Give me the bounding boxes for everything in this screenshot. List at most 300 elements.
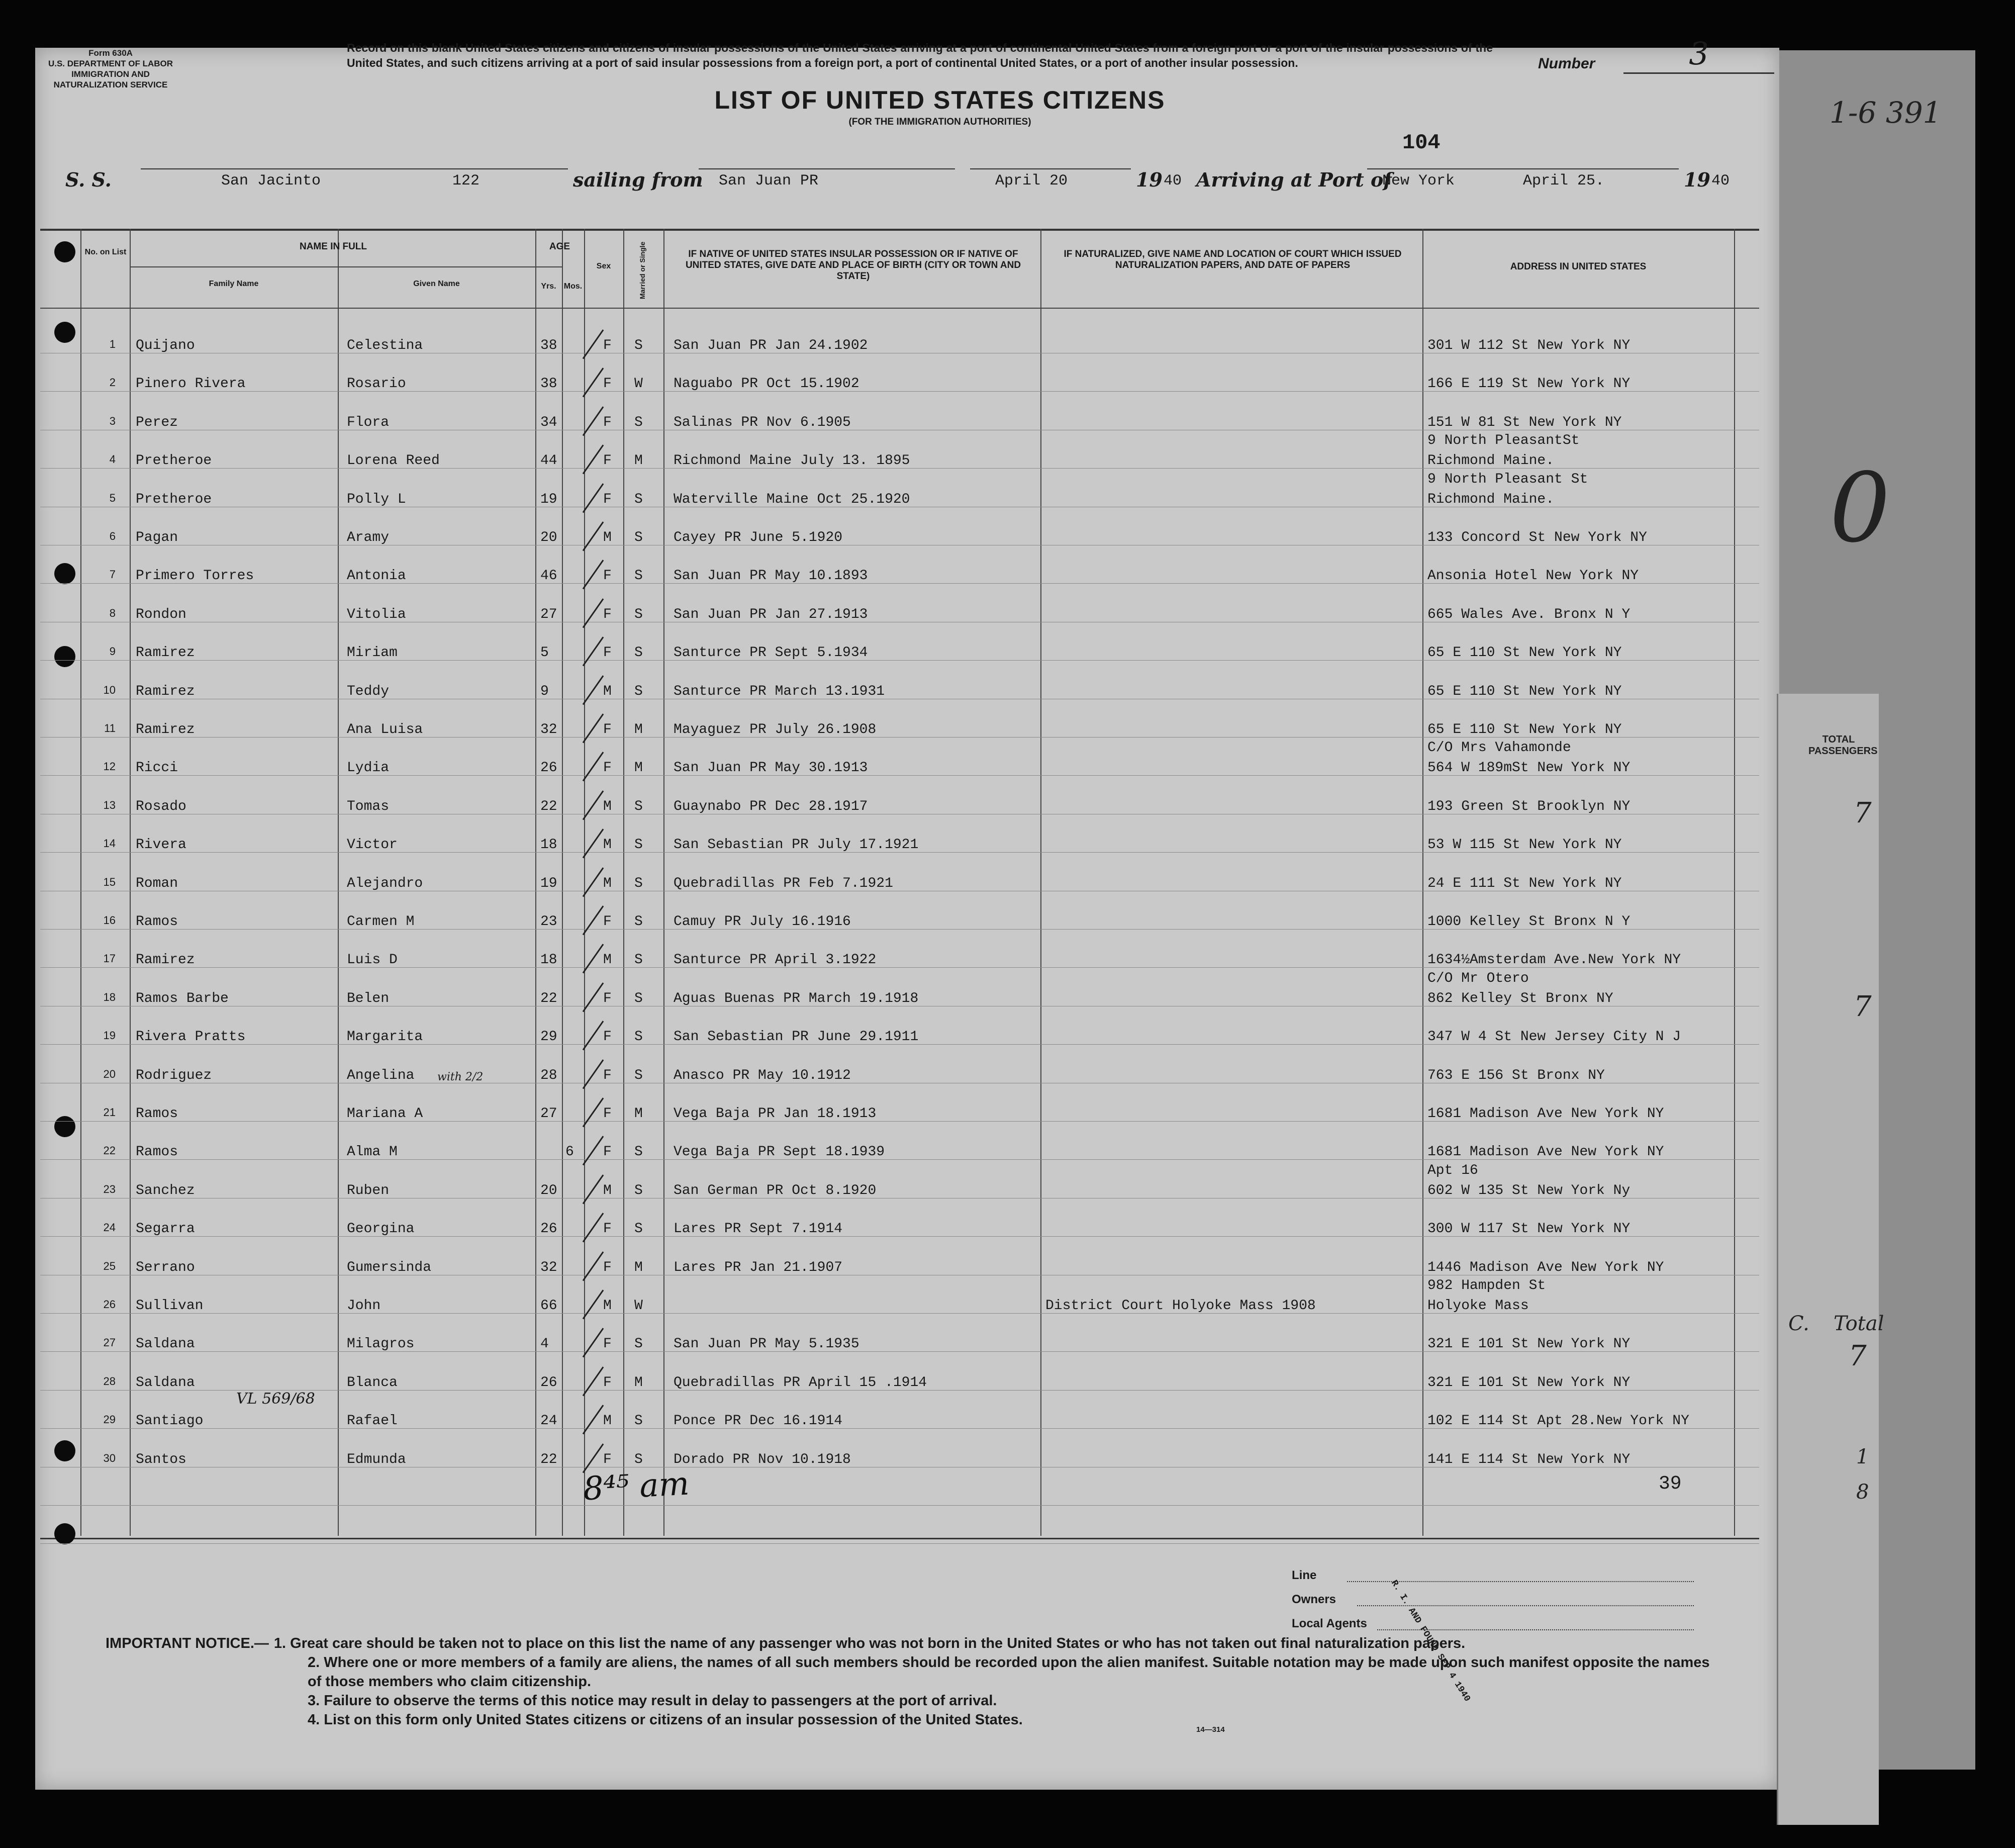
total-value-1: 7 [1849, 1340, 1867, 1372]
age-years: 23 [540, 914, 557, 930]
sex: M [603, 1413, 612, 1429]
col-header-age: AGE [549, 241, 570, 252]
given-name: Edmunda [347, 1451, 406, 1467]
age-years: 5 [540, 645, 549, 661]
marital-status: S [634, 606, 643, 622]
table-row [0, 1413, 1759, 1443]
col-header-yrs: Yrs. [541, 282, 556, 291]
year-prefix: 19 [1136, 168, 1163, 191]
row-number: 15 [103, 875, 116, 888]
voyage-line [65, 168, 1730, 199]
age-years: 9 [540, 683, 549, 699]
birth-place-date: Waterville Maine Oct 25.1920 [674, 491, 910, 507]
age-years: 18 [540, 952, 557, 968]
age-years: 38 [540, 338, 557, 353]
table-row [0, 530, 1759, 560]
age-years: 29 [540, 1029, 557, 1045]
address: 65 E 110 St New York NY [1427, 683, 1622, 699]
address: 300 W 117 St New York NY [1427, 1221, 1630, 1237]
address: 193 Green St Brooklyn NY [1427, 798, 1630, 814]
address: 133 Concord St New York NY [1427, 530, 1647, 545]
family-name: Pretheroe [136, 453, 212, 469]
given-name: Rafael [347, 1413, 398, 1429]
birth-place-date: Guaynabo PR Dec 28.1917 [674, 798, 868, 814]
family-name: Sanchez [136, 1182, 195, 1198]
marital-status: S [634, 1182, 643, 1198]
birth-place-date: Anasco PR May 10.1912 [674, 1067, 851, 1083]
table-row [0, 876, 1759, 906]
birth-place-date: San Juan PR Jan 24.1902 [674, 338, 868, 353]
notice-item: 1. Great care should be taken not to place on this list the name of any passenger who was not born in the United States or who has not taken out final naturalization papers. [273, 1635, 1466, 1651]
address-line-2: Apt 16 [1427, 1162, 1478, 1178]
address-line-2: 9 North PleasantSt [1427, 433, 1580, 449]
birth-place-date: San Juan PR May 5.1935 [674, 1336, 859, 1352]
age-years: 27 [540, 1106, 557, 1122]
marital-status: S [634, 1221, 643, 1237]
sex: F [603, 568, 612, 584]
age-years: 22 [540, 1451, 557, 1467]
table-row [0, 1068, 1759, 1098]
address: 763 E 156 St Bronx NY [1427, 1067, 1605, 1083]
col-header-name-in-full: NAME IN FULL [299, 241, 367, 252]
table-row [0, 338, 1759, 368]
row-number: 2 [109, 376, 116, 389]
side-zero-mark: 0 [1830, 452, 1890, 564]
notice-item: 3. Failure to observe the terms of this notice may result in delay to passengers at the port of arrival. [308, 1693, 997, 1709]
sex: F [603, 760, 612, 776]
birth-place-date: Vega Baja PR Jan 18.1913 [674, 1106, 877, 1122]
number-label: Number [1538, 55, 1595, 72]
family-name: Ramos [136, 914, 178, 930]
punch-hole [54, 241, 75, 262]
age-years: 19 [540, 875, 557, 891]
family-name: Roman [136, 875, 178, 891]
address: 862 Kelley St Bronx NY [1427, 990, 1613, 1006]
age-years: 24 [540, 1413, 557, 1429]
address: 347 W 4 St New Jersey City N J [1427, 1029, 1681, 1045]
family-name: Ramirez [136, 645, 195, 661]
sex: M [603, 1182, 612, 1198]
marital-status: S [634, 837, 643, 853]
table-row [0, 471, 1759, 522]
birth-place-date: Lares PR Sept 7.1914 [674, 1221, 843, 1237]
given-name: Milagros [347, 1336, 415, 1352]
marital-status: S [634, 645, 643, 661]
sex: M [603, 530, 612, 545]
family-name: Santiago [136, 1413, 204, 1429]
list-number: 3 [1623, 35, 1774, 74]
birth-place-date: San Sebastian PR June 29.1911 [674, 1029, 919, 1045]
sex: F [603, 414, 612, 430]
address: 1000 Kelley St Bronx N Y [1427, 914, 1630, 930]
given-name: Lydia [347, 760, 390, 776]
given-name: Alma M [347, 1144, 398, 1160]
sailing-from: San Juan PR [719, 172, 819, 190]
marital-status: M [634, 1106, 643, 1122]
total-passengers-label: TOTAL PASSENGERS [1808, 734, 1878, 757]
footer-code: 14—314 [1196, 1725, 1225, 1734]
birth-place-date: Quebradillas PR Feb 7.1921 [674, 875, 893, 891]
row-number: 1 [109, 338, 116, 350]
sex: M [603, 798, 612, 814]
table-row [0, 837, 1759, 867]
address-line-2: 9 North Pleasant St [1427, 471, 1588, 487]
given-name: Vitolia [347, 606, 406, 622]
marital-status: M [634, 1374, 643, 1391]
row-number: 29 [103, 1413, 116, 1426]
address: 166 E 119 St New York NY [1427, 376, 1630, 392]
given-name: Angelina [347, 1067, 415, 1083]
marital-status: S [634, 491, 643, 507]
row-number: 11 [104, 722, 116, 734]
address: Richmond Maine. [1427, 491, 1555, 507]
sex: F [603, 645, 612, 661]
family-name: Rivera [136, 837, 186, 853]
birth-place-date: Camuy PR July 16.1916 [674, 914, 851, 930]
inspector-signature: 8⁴⁵ am [582, 1465, 691, 1508]
age-years: 66 [540, 1298, 557, 1314]
sex: F [603, 338, 612, 353]
sheet-total: 39 [1659, 1473, 1682, 1495]
row-rule [40, 1505, 1759, 1506]
table-row [0, 1221, 1759, 1251]
marital-status: S [634, 530, 643, 545]
family-name: Quijano [136, 338, 195, 353]
table-row [0, 970, 1759, 1021]
address: 1446 Madison Ave New York NY [1427, 1259, 1664, 1275]
marital-status: S [634, 1451, 643, 1467]
given-name: Mariana A [347, 1106, 423, 1122]
given-name: Ana Luisa [347, 722, 423, 737]
arriving-label: Arriving at Port of [1196, 168, 1392, 191]
notice-item: 2. Where one or more members of a family are aliens, the names of all such members should be recorded upon the alien manifest. Suitable notation may be made upon such manifest opposite the names of those members who claim citizenship. [308, 1654, 1710, 1690]
naturalization-info: District Court Holyoke Mass 1908 [1045, 1298, 1316, 1314]
arrival-date: April 25. [1523, 172, 1605, 190]
address: 65 E 110 St New York NY [1427, 645, 1622, 661]
given-name: Teddy [347, 683, 390, 699]
total-label: Total [1834, 1312, 1884, 1335]
age-years: 20 [540, 530, 557, 545]
row-number: 27 [103, 1336, 116, 1349]
given-name: Luis D [347, 952, 398, 968]
row-number: 16 [103, 914, 116, 927]
sex: F [603, 376, 612, 392]
row-number: 8 [109, 606, 116, 619]
birth-place-date: Santurce PR March 13.1931 [674, 683, 885, 699]
sail-year: 40 [1164, 172, 1182, 190]
address: 1634½Amsterdam Ave.New York NY [1427, 952, 1681, 968]
address: 321 E 101 St New York NY [1427, 1374, 1630, 1391]
address: 102 E 114 St Apt 28.New York NY [1427, 1413, 1689, 1429]
family-name: Ramos [136, 1144, 178, 1160]
birth-place-date: Dorado PR Nov 10.1918 [674, 1451, 851, 1467]
given-name: Georgina [347, 1221, 415, 1237]
birth-place-date: Quebradillas PR April 15 .1914 [674, 1374, 927, 1391]
address: Holyoke Mass [1427, 1298, 1529, 1314]
col-header-mos: Mos. [563, 282, 583, 291]
address: 141 E 114 St New York NY [1427, 1451, 1630, 1467]
total-value-3: 8 [1856, 1481, 1869, 1504]
age-years: 19 [540, 491, 557, 507]
family-name: Primero Torres [136, 568, 254, 584]
marital-status: S [634, 683, 643, 699]
row-number: 20 [103, 1067, 116, 1080]
birth-place-date: San Juan PR May 10.1893 [674, 568, 868, 584]
marital-status: S [634, 1067, 643, 1083]
family-name: Rondon [136, 606, 186, 622]
family-name: Ramos Barbe [136, 990, 229, 1006]
age-years: 28 [540, 1067, 557, 1083]
sex: F [603, 1067, 612, 1083]
marital-status: S [634, 914, 643, 930]
sex: F [603, 453, 612, 469]
record-instructions: Record on this blank United States citizens and citizens of insular possessions of the United States arriving at a port of continental United States from a foreign port or a port of the insular possessions of the United States, and such citizens arriving at a port of said insular possessions from a foreign port, a port of continental United States, or a port of another insular possession. [347, 41, 1493, 69]
sex: F [603, 990, 612, 1006]
year-prefix-2: 19 [1684, 168, 1710, 191]
marital-status: M [634, 760, 643, 776]
local-agents-label: Local Agents [1292, 1617, 1367, 1630]
row-number: 13 [103, 798, 116, 811]
birth-place-date: Vega Baja PR Sept 18.1939 [674, 1144, 885, 1160]
tally-value-2: 7 [1854, 990, 1872, 1023]
table-row [0, 1106, 1759, 1136]
form-identifier [40, 48, 181, 90]
birth-place-date: Aguas Buenas PR March 19.1918 [674, 990, 919, 1006]
family-name: Rivera Pratts [136, 1029, 246, 1045]
sex: M [603, 837, 612, 853]
sail-date: April 20 [995, 172, 1068, 190]
sex: F [603, 914, 612, 930]
birth-place-date: San German PR Oct 8.1920 [674, 1182, 877, 1198]
family-name: Serrano [136, 1259, 195, 1275]
family-name: Pretheroe [136, 491, 212, 507]
address: 1681 Madison Ave New York NY [1427, 1106, 1664, 1122]
row-number: 4 [109, 453, 116, 466]
family-name: Saldana [136, 1374, 195, 1391]
given-name: Celestina [347, 338, 423, 353]
ship-name: San Jacinto [221, 172, 321, 190]
row-number: 24 [103, 1221, 116, 1234]
birth-place-date: Santurce PR Sept 5.1934 [674, 645, 868, 661]
row-number: 19 [103, 1029, 116, 1042]
given-name: Ruben [347, 1182, 390, 1198]
age-years: 38 [540, 376, 557, 392]
c-label: C. [1788, 1312, 1809, 1335]
age-years: 46 [540, 568, 557, 584]
table-row [0, 914, 1759, 944]
table-row [0, 568, 1759, 598]
row-number: 17 [103, 952, 116, 965]
row-rule [40, 1543, 1759, 1544]
given-name: Gumersinda [347, 1259, 432, 1275]
line-label: Line [1292, 1568, 1317, 1582]
row-number: 18 [103, 990, 116, 1003]
address: 65 E 110 St New York NY [1427, 722, 1622, 737]
age-years: 26 [540, 1221, 557, 1237]
family-name: Ramirez [136, 722, 195, 737]
table-row [0, 1162, 1759, 1213]
address: 53 W 115 St New York NY [1427, 837, 1622, 853]
family-name: Saldana [136, 1336, 195, 1352]
age-years: 26 [540, 760, 557, 776]
family-name: Ramos [136, 1106, 178, 1122]
arrival-port: New York [1382, 172, 1455, 190]
family-name: Rodriguez [136, 1067, 212, 1083]
sex: M [603, 1298, 612, 1314]
col-header-address: ADDRESS IN UNITED STATES [1510, 261, 1647, 272]
given-name: Victor [347, 837, 398, 853]
birth-place-date: Lares PR Jan 21.1907 [674, 1259, 843, 1275]
birth-place-date: San Sebastian PR July 17.1921 [674, 837, 919, 853]
address-line-2: 982 Hampden St [1427, 1278, 1546, 1293]
col-header-sex: Sex [596, 262, 611, 270]
table-row [0, 799, 1759, 829]
family-name: Ricci [136, 760, 178, 776]
age-years: 22 [540, 798, 557, 814]
total-value-2: 1 [1856, 1445, 1869, 1468]
given-name: Blanca [347, 1374, 398, 1391]
sex: F [603, 491, 612, 507]
col-header-given-name: Given Name [413, 280, 460, 288]
form-id-line: Form 630A [88, 48, 133, 58]
address: 602 W 135 St New York Ny [1427, 1182, 1630, 1198]
table-row [0, 1278, 1759, 1328]
age-years: 27 [540, 606, 557, 622]
sex: F [603, 606, 612, 622]
col-header-birth: IF NATIVE OF UNITED STATES INSULAR POSSESSION OR IF NATIVE OF UNITED STATES, GIVE DATE AND PLACE OF BIRTH (CITY OR TOWN AND STATE) [685, 249, 1021, 282]
table-row [0, 1029, 1759, 1059]
age-years: 34 [540, 414, 557, 430]
sex: F [603, 1374, 612, 1391]
family-name: Sullivan [136, 1298, 204, 1314]
col-header-no: No. on List [84, 248, 127, 256]
address: Ansonia Hotel New York NY [1427, 568, 1639, 584]
row-number: 21 [103, 1106, 116, 1119]
sex: F [603, 1451, 612, 1467]
birth-place-date: San Juan PR May 30.1913 [674, 760, 868, 776]
form-id-line: U.S. DEPARTMENT OF LABOR [48, 59, 173, 68]
address: 564 W 189mSt New York NY [1427, 760, 1630, 776]
sex: F [603, 1029, 612, 1045]
marital-status: S [634, 798, 643, 814]
row-number: 12 [103, 760, 116, 773]
margin-note: with 2/2 [437, 1071, 484, 1083]
marital-status: S [634, 875, 643, 891]
birth-place-date: Mayaguez PR July 26.1908 [674, 722, 877, 737]
age-years: 26 [540, 1374, 557, 1391]
birth-place-date: Cayey PR June 5.1920 [674, 530, 843, 545]
marital-status: W [634, 376, 643, 392]
age-years: 22 [540, 990, 557, 1006]
family-name: Perez [136, 414, 178, 430]
address: 1681 Madison Ave New York NY [1427, 1144, 1664, 1160]
sex: M [603, 683, 612, 699]
marital-status: S [634, 1029, 643, 1045]
row-number: 30 [103, 1451, 116, 1464]
family-name: Pagan [136, 530, 178, 545]
sex: M [603, 875, 612, 891]
margin-note: VL 569/68 [236, 1390, 315, 1408]
address: Richmond Maine. [1427, 453, 1555, 469]
age-years: 18 [540, 837, 557, 853]
given-name: Tomas [347, 798, 390, 814]
row-number: 5 [109, 491, 116, 504]
row-number: 6 [109, 530, 116, 542]
age-years: 32 [540, 722, 557, 737]
tally-value-1: 7 [1854, 797, 1872, 829]
sex: F [603, 1144, 612, 1160]
given-name: Carmen M [347, 914, 415, 930]
received-stamp: R. I. AND FOUND SEP 4 1940 [1389, 1579, 1472, 1704]
page-title: LIST OF UNITED STATES CITIZENS [714, 86, 1166, 114]
adjacent-tally-sheet [1777, 694, 1884, 1825]
row-number: 26 [103, 1298, 116, 1311]
side-ref-note: 1-6 391 [1830, 96, 1942, 130]
address: 321 E 101 St New York NY [1427, 1336, 1630, 1352]
col-header-family-name: Family Name [209, 280, 259, 288]
family-name: Ramirez [136, 952, 195, 968]
given-name: John [347, 1298, 381, 1314]
family-name: Rosado [136, 798, 186, 814]
marital-status: M [634, 1259, 643, 1275]
owners-label: Owners [1292, 1593, 1336, 1606]
birth-place-date: Salinas PR Nov 6.1905 [674, 414, 851, 430]
family-name: Pinero Rivera [136, 376, 246, 392]
address: 24 E 111 St New York NY [1427, 875, 1622, 891]
marital-status: S [634, 990, 643, 1006]
sex: F [603, 1106, 612, 1122]
notice-heading: IMPORTANT NOTICE.— [106, 1635, 269, 1651]
birth-place-date: Ponce PR Dec 16.1914 [674, 1413, 843, 1429]
address: 151 W 81 St New York NY [1427, 414, 1622, 430]
marital-status: S [634, 1413, 643, 1429]
row-number: 9 [109, 645, 116, 658]
address: 301 W 112 St New York NY [1427, 338, 1630, 353]
age-years: 32 [540, 1259, 557, 1275]
address-line-2: C/O Mr Otero [1427, 970, 1529, 986]
marital-status: S [634, 568, 643, 584]
sex: F [603, 722, 612, 737]
table-row [0, 376, 1759, 406]
marital-status: S [634, 952, 643, 968]
ss-label: S. S. [65, 168, 112, 191]
sex: F [603, 1336, 612, 1352]
row-number: 25 [103, 1259, 116, 1272]
row-number: 22 [103, 1144, 116, 1157]
age-years: 20 [540, 1182, 557, 1198]
table-row [0, 1336, 1759, 1366]
age-years: 44 [540, 453, 557, 469]
given-name: Miriam [347, 645, 398, 661]
age-years: 4 [540, 1336, 549, 1352]
marital-status: S [634, 1144, 643, 1160]
form-id-line: IMMIGRATION AND [71, 69, 150, 79]
sailing-from-label: sailing from [573, 168, 703, 191]
row-number: 10 [103, 683, 116, 696]
table-row [0, 1452, 1759, 1482]
important-notice [106, 1634, 1714, 1729]
row-number: 14 [103, 837, 116, 850]
birth-place-date: San Juan PR Jan 27.1913 [674, 606, 868, 622]
family-name: Santos [136, 1451, 186, 1467]
given-name: Margarita [347, 1029, 423, 1045]
row-number: 3 [109, 414, 116, 427]
family-name: Ramirez [136, 683, 195, 699]
age-months: 6 [565, 1144, 574, 1160]
form-id-line: NATURALIZATION SERVICE [53, 80, 168, 89]
table-row [0, 607, 1759, 637]
table-row [0, 645, 1759, 675]
